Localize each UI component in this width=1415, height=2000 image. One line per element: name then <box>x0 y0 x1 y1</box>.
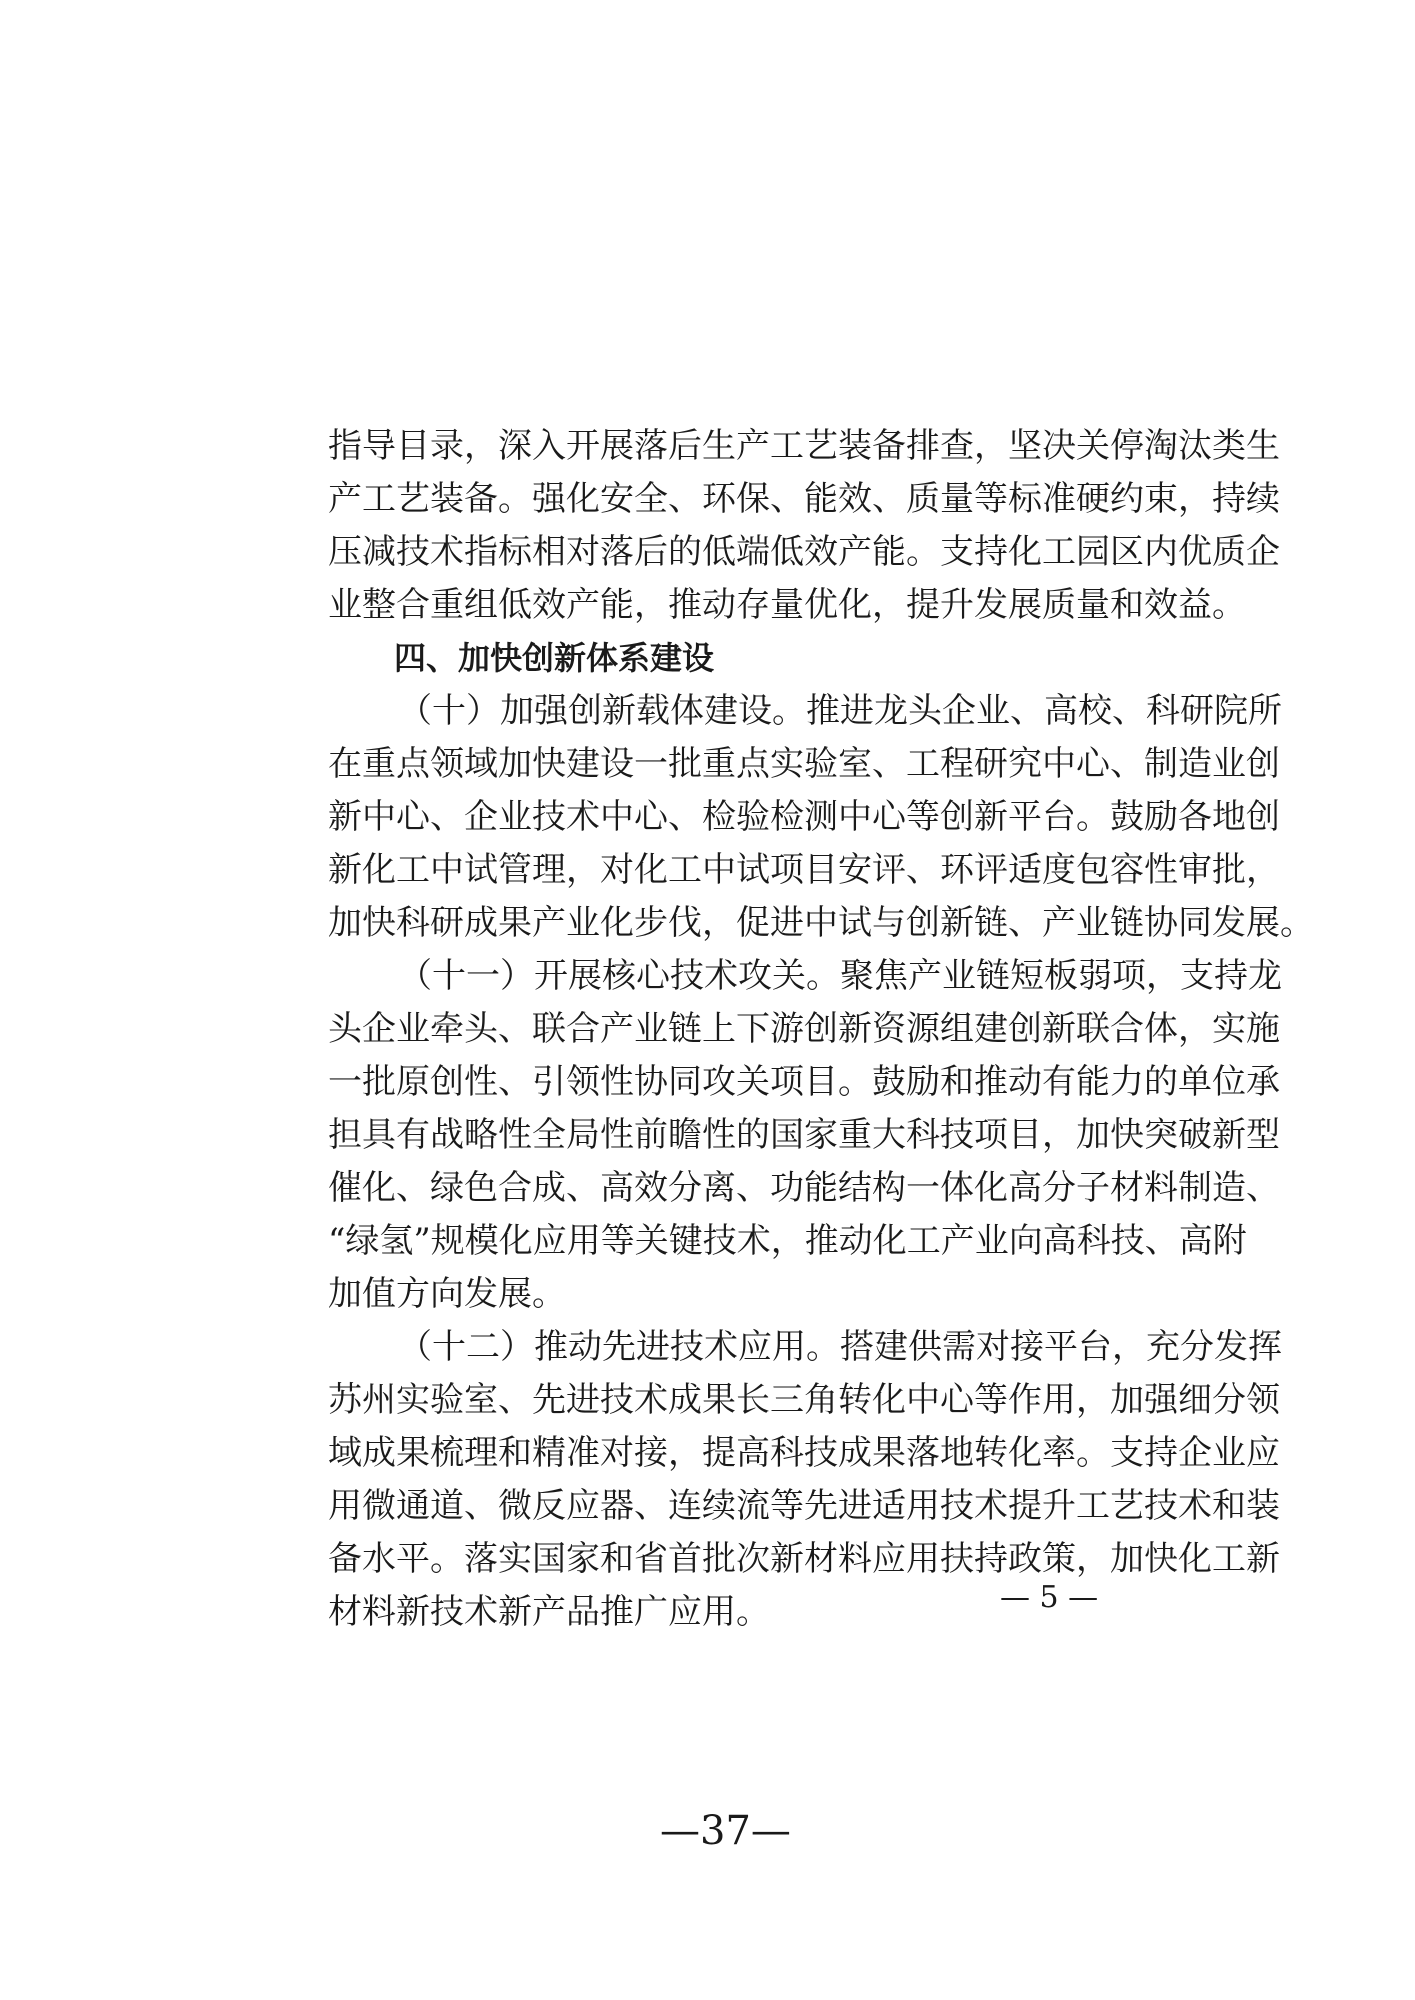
paragraph-2-line-3: 新中心、企业技术中心、检验检测中心等创新平台。鼓励各地创 <box>328 797 1280 837</box>
paragraph-4-line-3: 域成果梳理和精准对接，提高科技成果落地转化率。支持企业应 <box>328 1433 1280 1473</box>
paragraph-4-line-1: （十二）推动先进技术应用。搭建供需对接平台，充分发挥 <box>398 1327 1282 1367</box>
paragraph-2-line-4: 新化工中试管理，对化工中试项目安评、环评适度包容性审批， <box>328 850 1280 890</box>
paragraph-2-line-2: 在重点领域加快建设一批重点实验室、工程研究中心、制造业创 <box>328 744 1280 784</box>
paragraph-2-line-1: （十）加强创新载体建设。推进龙头企业、高校、科研院所 <box>398 691 1282 731</box>
paragraph-3-line-2: 头企业牵头、联合产业链上下游创新资源组建创新联合体，实施 <box>328 1009 1280 1049</box>
paragraph-4-line-2: 苏州实验室、先进技术成果长三角转化中心等作用，加强细分领 <box>328 1380 1280 1420</box>
paragraph-1-line-4: 业整合重组低效产能，推动存量优化，提升发展质量和效益。 <box>328 585 1246 625</box>
paragraph-2-line-5: 加快科研成果产业化步伐，促进中试与创新链、产业链协同发展。 <box>328 903 1314 943</box>
section-heading: 四、加快创新体系建设 <box>394 639 715 677</box>
paragraph-3-line-5: 催化、绿色合成、高效分离、功能结构一体化高分子材料制造、 <box>328 1168 1280 1208</box>
paragraph-3-line-4: 担具有战略性全局性前瞻性的国家重大科技项目，加快突破新型 <box>328 1115 1280 1155</box>
paragraph-1-line-3: 压减技术指标相对落后的低端低效产能。支持化工园区内优质企 <box>328 532 1280 572</box>
paragraph-4-line-4: 用微通道、微反应器、连续流等先进适用技术提升工艺技术和装 <box>328 1486 1280 1526</box>
page-number-inner: — 5 — <box>1000 1580 1099 1615</box>
page-number-outer: —37— <box>660 1808 791 1854</box>
paragraph-1-line-2: 产工艺装备。强化安全、环保、能效、质量等标准硬约束，持续 <box>328 479 1280 519</box>
paragraph-1-line-1: 指导目录，深入开展落后生产工艺装备排查，坚决关停淘汰类生 <box>328 426 1280 466</box>
paragraph-3-line-6: “绿氢”规模化应用等关键技术，推动化工产业向高科技、高附 <box>328 1221 1247 1261</box>
paragraph-4-line-6: 材料新技术新产品推广应用。 <box>328 1592 770 1632</box>
paragraph-3-line-3: 一批原创性、引领性协同攻关项目。鼓励和推动有能力的单位承 <box>328 1062 1280 1102</box>
paragraph-3-line-7: 加值方向发展。 <box>328 1274 566 1314</box>
paragraph-4-line-5: 备水平。落实国家和省首批次新材料应用扶持政策，加快化工新 <box>328 1539 1280 1579</box>
paragraph-3-line-1: （十一）开展核心技术攻关。聚焦产业链短板弱项，支持龙 <box>398 956 1282 996</box>
